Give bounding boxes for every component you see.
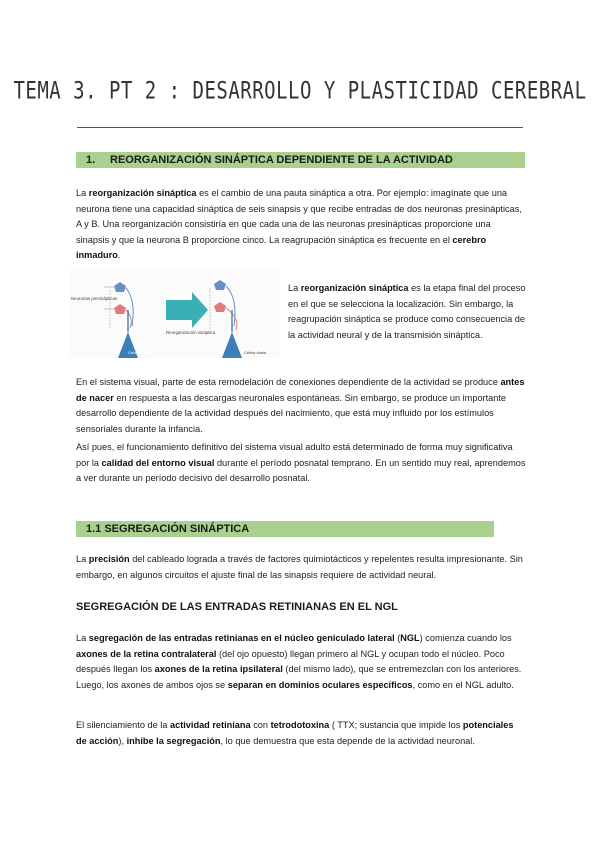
figure-label-presynaptic: Neuronas presinápticas <box>71 296 118 301</box>
paragraph-segregacion: La segregación de las entradas retinianas en el núcleo geniculado lateral (NGL) comienza cuando los axones de la retina contralateral (del ojo opuesto) llegan primero al NGL y ocupan todo el núcleo. Poco después llegan los axones de la retina ipsilateral (del mismo lado), que se entremezclan con los anteriores. Luego, los axones de ambos ojos se separan en dominios oculares específicos, como en el NGL adulto. <box>76 633 522 690</box>
paragraph-funcionamiento: Así pues, el funcionamiento definitivo del sistema visual adulto está determinado de forma muy significativa por la calidad del entorno visual durante el período posnatal temprano. En un sentido muy real, aprendemos a ver durante un período decisivo del desarrollo posnatal. <box>76 442 526 484</box>
title-divider <box>77 127 523 128</box>
section-heading-text: REORGANIZACIÓN SINÁPTICA DEPENDIENTE DE LA ACTIVIDAD <box>110 154 453 166</box>
paragraph-precision: La precisión del cableado lograda a través de factores quimiotácticos y repelentes resulta impresionante. Sin embargo, en algunos circuitos el ajuste final de las sinapsis requiere de actividad neural. <box>76 554 523 580</box>
section-number: 1. <box>86 154 96 166</box>
section-heading-1 <box>76 152 525 168</box>
section-heading-1-1: 1.1 SEGREGACIÓN SINÁPTICA <box>76 521 494 537</box>
paragraph-etapa-final: La reorganización sináptica es la etapa final del proceso en el que se selecciona la localización. Sin embargo, la reagrupación sináptica se produce como consecuencia de la actividad neural y de la transmisión sináptica. <box>288 283 526 340</box>
figure-label-arrow: Reorganización sináptica <box>166 330 216 335</box>
figure-label-cell-left: Célula diana <box>128 350 151 355</box>
synaptic-reorganization-figure <box>70 270 280 358</box>
page-title: TEMA 3. PT 2 : DESARROLLO Y PLASTICIDAD CEREBRAL <box>13 77 587 105</box>
paragraph-reorganizacion: La reorganización sináptica es el cambio de una pauta sináptica a otra. Por ejemplo: imagínate que una neurona tiene una capacidad sináptica de seis sinapsis y que recibe entradas de dos neuronas presinápticas, A y B. Una reorganización consistiría en que cada una de las neuronas presinápticas proporcione una sinapsis y que la neurona B proporcione cinco. La reagrupación sináptica es frecuente en el cerebro inmaduro. <box>76 188 522 261</box>
paragraph-sistema-visual: En el sistema visual, parte de esta remodelación de conexiones dependiente de la actividad se produce antes de nacer en respuesta a las descargas neuronales espontáneas. Sin embargo, se produce un importante desarrollo dependiente de la actividad después del nacimiento, que está muy influido por los estímulos sensoriales durante la infancia. <box>76 377 525 434</box>
paragraph-silenciamiento: El silenciamiento de la actividad retiniana con tetrodotoxina ( TTX; sustancia que impide los potenciales de acción), inhibe la segregación, lo que demuestra que esta depende de la actividad neuronal. <box>76 720 514 746</box>
figure-label-cell-right: Célula diana <box>244 350 267 355</box>
subheading-segregacion-ngl: SEGREGACIÓN DE LAS ENTRADAS RETINIANAS EN EL NGL <box>76 601 398 613</box>
